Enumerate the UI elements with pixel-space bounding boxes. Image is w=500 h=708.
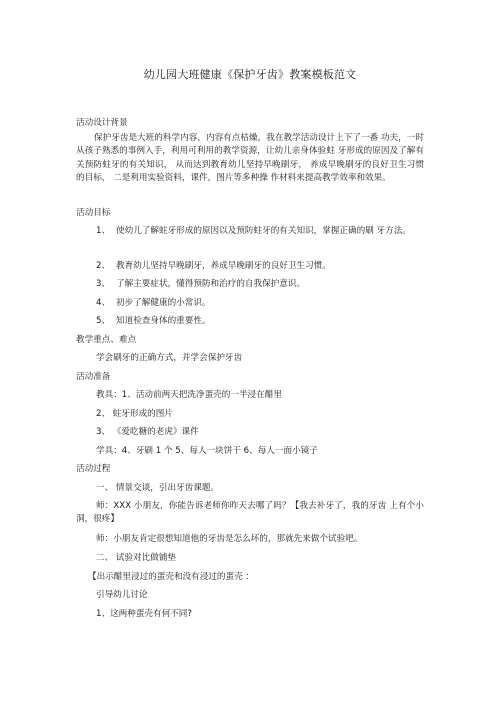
goal-text: 教育幼儿坚持早晚刷牙，养成早晚刷牙的良好卫生习惯。	[116, 261, 331, 271]
background-paragraph: 保护牙齿是大班的科学内容，内容有点枯燥，我在教学活动设计上下了一番 功夫，一时从孩子熟悉的事例入手，利用可利用的教学资源，让幼儿亲身体验蛀 牙形成的原因及了解有关预防蛀牙的有关知识， 从而达到教育幼儿坚持早晚刷牙， 养成早晚刷牙的良好卫生习惯的目标， 二是利用实验资料，课件，图片等多种操 作材料来提高教学效率和效果。	[76, 133, 424, 184]
background-heading: 活动设计背景	[76, 118, 128, 128]
goal-number: 1、	[96, 226, 111, 236]
goal-number: 5、	[96, 316, 111, 326]
goal-number: 2、	[96, 261, 111, 271]
goal-item-4	[96, 298, 211, 309]
goal-text: 了解主要症状，懂得预防和治疗的自我保护意识。	[116, 279, 306, 289]
process-line-5: 【出示醋里浸过的蛋壳和没有浸过的蛋壳 ：	[88, 572, 255, 582]
process-line-3: 师：小朋友肯定很想知道他的牙齿是怎么坏的，那就先来做个试验吧。	[96, 534, 363, 544]
goal-number: 4、	[96, 298, 111, 308]
focus-heading: 教学重点、难点	[76, 335, 137, 345]
goal-item-3	[96, 279, 305, 290]
goal-text: 初步了解健康的小常识。	[116, 298, 211, 308]
prep-line-1: 教具：1、活动前两天把洗净蛋壳的一半浸在醋里	[96, 390, 282, 400]
process-line-4: 二、 试验对比做铺垫	[96, 553, 177, 563]
prep-line-2: 2、 蛀牙形成的图片	[96, 409, 173, 419]
process-line-6: 引导幼儿讨论	[96, 590, 148, 600]
goal-item-5	[96, 316, 211, 327]
process-line-1: 一、 情景交谈，引出牙齿课题。	[96, 483, 220, 493]
process-line-7: 1、这两种蛋壳有何不同?	[96, 609, 192, 619]
process-heading: 活动过程	[76, 464, 111, 474]
document-title: 幼儿园大班健康《保护牙齿》教案模板范文	[143, 68, 357, 81]
prep-heading: 活动准备	[76, 372, 111, 382]
prep-line-3: 3、 《爱吃糖的老虎》课件	[96, 427, 199, 437]
goal-item-2	[96, 261, 331, 272]
goal-text: 知道检查身体的重要性。	[116, 316, 211, 326]
goal-number: 3、	[96, 279, 111, 289]
goals-heading: 活动目标	[76, 208, 111, 218]
focus-text: 学会刷牙的正确方式，并学会保护牙齿	[96, 353, 243, 363]
goal-text: 使幼儿了解蛀牙形成的原因以及预防蛀牙的有关知识，掌握正确的刷 牙方法。	[116, 226, 411, 236]
prep-line-4: 学具：4、牙刷 1 个 5、每人一块饼干 6、每人一面小镜子	[96, 446, 318, 456]
process-line-2: 师：XXX 小朋友，你能告诉老师你昨天去哪了吗？【我去补牙了，我的牙齿 上有个小洞，很疼】	[76, 501, 424, 525]
goal-item-1	[96, 225, 424, 238]
